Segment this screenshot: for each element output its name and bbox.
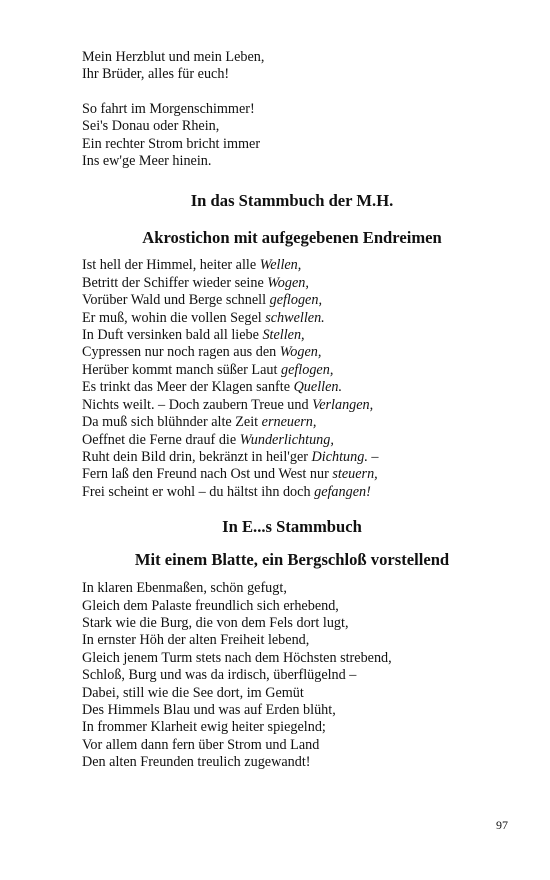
verse-line: Er muß, wohin die vollen Segel schwellen. (82, 309, 325, 326)
verse-line: Nichts weilt. – Doch zaubern Treue und Verlangen, (82, 396, 374, 413)
poem-title: In E...s Stammbuch (222, 517, 362, 537)
verse-line: Es trinkt das Meer der Klagen sanfte Quellen. (82, 379, 343, 396)
verse-line: Den alten Freunden treulich zugewandt! (82, 754, 311, 771)
stanza (82, 49, 502, 84)
verse-line: In Duft versinken bald all liebe Stellen, (82, 327, 305, 344)
verse-line: Da muß sich blühnder alte Zeit erneuern, (82, 414, 317, 431)
verse-line: Ist hell der Himmel, heiter alle Wellen, (82, 257, 302, 274)
verse-line: Herüber kommt manch süßer Laut geflogen, (82, 361, 334, 378)
verse-line: In ernster Höh der alten Freiheit lebend, (82, 632, 310, 649)
verse-line: Cypressen nur noch ragen aus den Wogen, (82, 344, 322, 361)
verse-line: Ein rechter Strom bricht immer (82, 135, 261, 152)
verse-line: Vorüber Wald und Berge schnell geflogen, (82, 292, 322, 309)
verse-line: Ruht dein Bild drin, bekränzt in heil'ger Dichtung. – (82, 448, 379, 465)
verse-line: Ihr Brüder, alles für euch! (82, 66, 230, 83)
verse-line: Betritt der Schiffer wieder seine Wogen, (82, 274, 309, 291)
stanza (82, 101, 502, 171)
page-number: 97 (496, 818, 508, 832)
verse-line: In frommer Klarheit ewig heiter spiegelnd; (82, 719, 326, 736)
verse-line: Schloß, Burg und was da irdisch, überflügelnd – (82, 667, 357, 684)
verse-line: Gleich jenem Turm stets nach dem Höchsten strebend, (82, 649, 392, 666)
verse-line: Oeffnet die Ferne drauf die Wunderlichtung, (82, 431, 334, 448)
poem-body (82, 257, 502, 501)
verse-line: Gleich dem Palaste freundlich sich erhebend, (82, 597, 339, 614)
verse-line: So fahrt im Morgenschimmer! (82, 100, 255, 117)
poem-subtitle: Akrostichon mit aufgegebenen Endreimen (142, 228, 442, 248)
verse-line: Ins ew'ge Meer hinein. (82, 153, 212, 170)
verse-line: In klaren Ebenmaßen, schön gefugt, (82, 580, 287, 597)
poem-title: In das Stammbuch der M.H. (190, 191, 394, 211)
verse-line: Vor allem dann fern über Strom und Land (82, 736, 320, 753)
page-body (82, 49, 502, 772)
verse-line: Sei's Donau oder Rhein, (82, 118, 220, 135)
verse-line: Des Himmels Blau und was auf Erden blüht, (82, 701, 336, 718)
verse-line: Mein Herzblut und mein Leben, (82, 49, 265, 65)
verse-line: Frei scheint er wohl – du hältst ihn doch gefangen! (82, 483, 371, 500)
poem-subtitle: Mit einem Blatte, ein Bergschloß vorstellend (134, 550, 450, 570)
verse-line: Dabei, still wie die See dort, im Gemüt (82, 684, 304, 701)
verse-line: Fern laß den Freund nach Ost und West nur steuern, (82, 466, 378, 483)
verse-line: Stark wie die Burg, die von dem Fels dort lugt, (82, 614, 349, 631)
poem-body (82, 580, 502, 771)
